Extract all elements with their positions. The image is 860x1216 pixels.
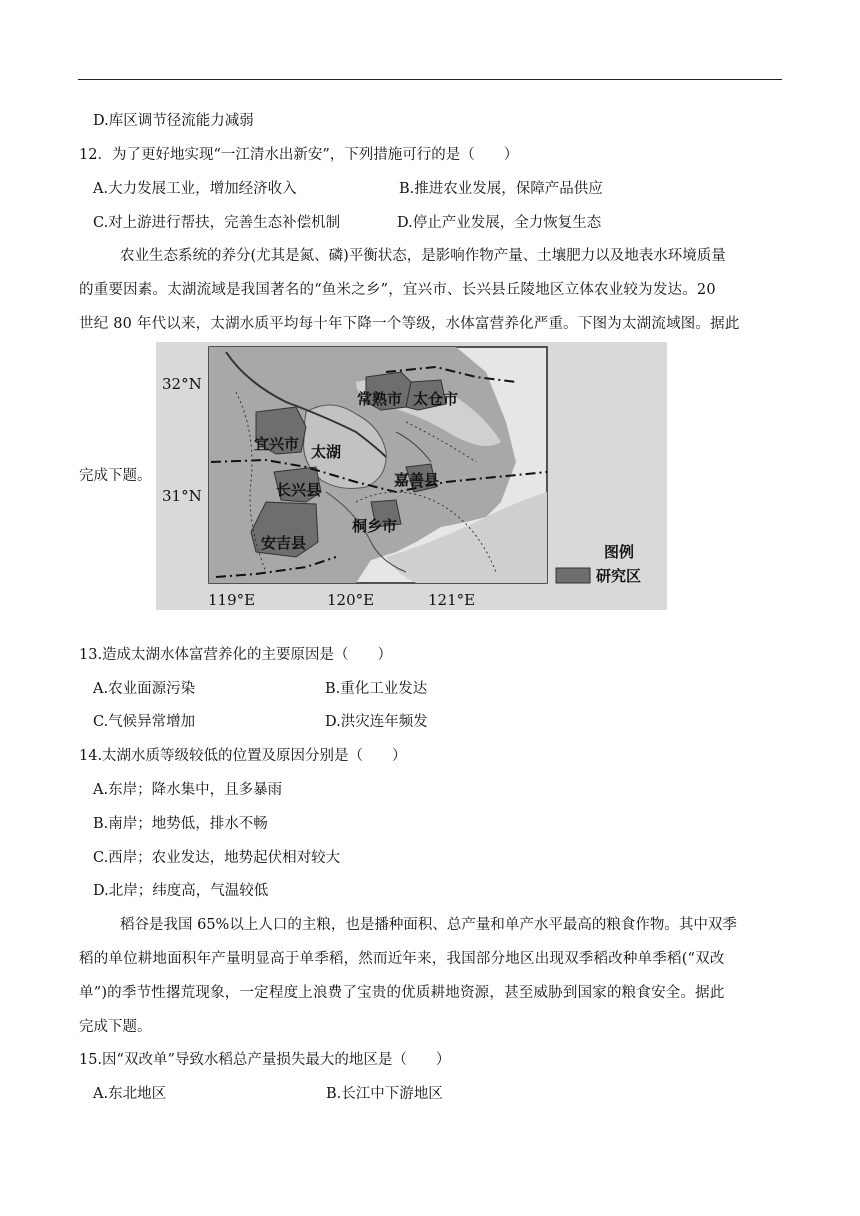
q13-option-c: C.气候异常增加 xyxy=(93,714,196,730)
q14-option-d: D.北岸；纬度高，气温较低 xyxy=(93,883,269,899)
label-tongxiang: 桐乡市 xyxy=(352,517,398,535)
q13-stem: 13.造成太湖水体富营养化的主要原因是（ ） xyxy=(79,647,393,663)
passage1-line4: 完成下题。 xyxy=(79,468,152,484)
header-rule xyxy=(78,79,782,80)
passage2-line1: 稻谷是我国 65%以上人口的主粮，也是播种面积、总产量和单产水平最高的粮食作物。其中双季 xyxy=(120,917,737,933)
passage1-line2: 的重要因素。太湖流域是我国著名的“鱼米之乡”，宜兴市、长兴县丘陵地区立体农业较为发达。20 xyxy=(79,282,716,298)
label-changxing: 长兴县 xyxy=(276,481,322,499)
q13-option-d: D.洪灾连年频发 xyxy=(325,714,428,730)
passage2-line2: 稻的单位耕地面积年产量明显高于单季稻，然而近年来，我国部分地区出现双季稻改种单季稻(“双改 xyxy=(79,951,725,967)
q12-option-d: D.停止产业发展，全力恢复生态 xyxy=(397,215,602,231)
lat-31-label: 31°N xyxy=(162,487,202,505)
lat-32-label: 32°N xyxy=(162,375,202,393)
q12-option-c: C.对上游进行帮扶，完善生态补偿机制 xyxy=(93,215,341,231)
q14-option-b: B.南岸；地势低，排水不畅 xyxy=(93,816,268,832)
q14-option-c: C.西岸；农业发达，地势起伏相对较大 xyxy=(93,850,341,866)
label-changshu: 常熟市 xyxy=(357,390,403,408)
q14-stem: 14.太湖水质等级较低的位置及原因分别是（ ） xyxy=(79,748,407,764)
lon-120-label: 120°E xyxy=(327,591,375,609)
legend-item: 研究区 xyxy=(596,567,642,585)
passage2-line4: 完成下题。 xyxy=(79,1019,152,1035)
q12-stem: 12．为了更好地实现“一江清水出新安”，下列措施可行的是（ ） xyxy=(79,147,519,163)
q13-option-a: A.农业面源污染 xyxy=(93,681,196,697)
q15-option-b: B.长江中下游地区 xyxy=(326,1086,443,1102)
lon-121-label: 121°E xyxy=(428,591,476,609)
label-anji: 安吉县 xyxy=(261,534,307,552)
legend-title: 图例 xyxy=(604,543,635,561)
q13-option-b: B.重化工业发达 xyxy=(325,681,428,697)
q12-option-a: A.大力发展工业，增加经济收入 xyxy=(93,181,297,197)
label-taihu: 太湖 xyxy=(311,443,342,461)
label-jiashan: 嘉善县 xyxy=(394,471,440,489)
q11-option-d: D.库区调节径流能力减弱 xyxy=(93,113,254,129)
label-yixing: 宜兴市 xyxy=(254,435,300,453)
passage1-line1: 农业生态系统的养分(尤其是氮、磷)平衡状态，是影响作物产量、土壤肥力以及地表水环境质量 xyxy=(120,248,726,264)
legend-swatch xyxy=(556,568,590,583)
q14-option-a: A.东岸；降水集中，且多暴雨 xyxy=(93,782,283,798)
q12-option-b: B.推进农业发展，保障产品供应 xyxy=(399,181,603,197)
q15-stem: 15.因“双改单”导致水稻总产量损失最大的地区是（ ） xyxy=(79,1052,451,1068)
passage1-line3: 世纪 80 年代以来，太湖水质平均每十年下降一个等级，水体富营养化严重。下图为太湖流域图。据此 xyxy=(79,316,740,332)
label-taicang: 太仓市 xyxy=(413,390,459,408)
passage2-line3: 单”)的季节性撂荒现象，一定程度上浪费了宝贵的优质耕地资源，甚至威胁到国家的粮食安全。据此 xyxy=(79,985,725,1001)
lon-119-label: 119°E xyxy=(208,591,256,609)
taihu-basin-map xyxy=(156,342,667,610)
q15-option-a: A.东北地区 xyxy=(93,1086,167,1102)
